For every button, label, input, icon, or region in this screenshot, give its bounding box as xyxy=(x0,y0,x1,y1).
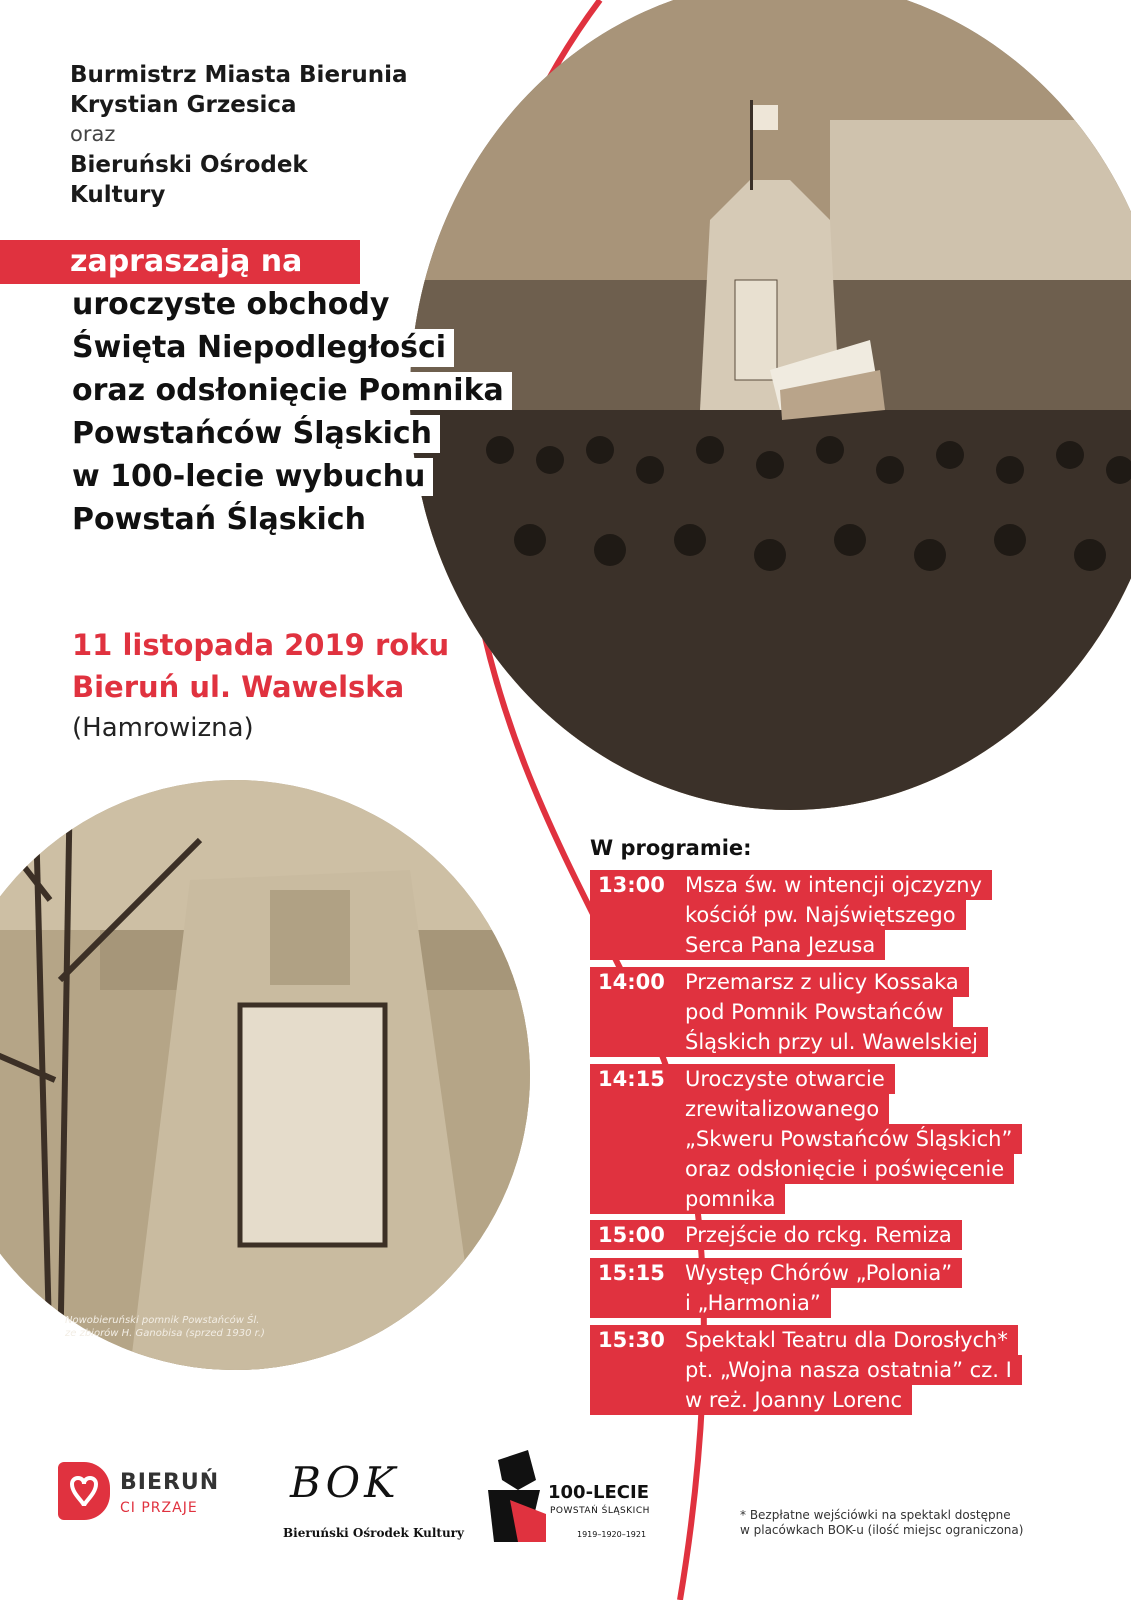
program-line: pt. „Wojna nasza ostatnia” cz. I xyxy=(685,1355,1022,1385)
program-line: kościół pw. Najświętszego xyxy=(685,900,966,930)
program-line: Występ Chórów „Polonia” xyxy=(685,1258,962,1288)
program-line: i „Harmonia” xyxy=(685,1288,831,1318)
program-time: 15:00 xyxy=(598,1223,665,1247)
program-line: Spektakl Teatru dla Dorosłych* xyxy=(685,1325,1018,1355)
program-time: 14:00 xyxy=(598,970,665,994)
photo-caption-line2: ze zbiorów H. Ganobisa (sprzed 1930 r.) xyxy=(65,1328,265,1339)
headline-line: uroczyste obchody xyxy=(64,286,397,324)
program-line: Serca Pana Jezusa xyxy=(685,930,885,960)
organizer-bok-line1: Bieruński Ośrodek xyxy=(70,152,308,178)
program-time: 14:15 xyxy=(598,1067,665,1091)
headline-line: oraz odsłonięcie Pomnika xyxy=(64,372,512,410)
organizer-mayor-title: Burmistrz Miasta Bierunia xyxy=(70,62,408,88)
program-line: Przejście do rckg. Remiza xyxy=(685,1220,962,1250)
organizer-bok-line2: Kultury xyxy=(70,182,166,208)
program-line: Przemarsz z ulicy Kossaka xyxy=(685,967,969,997)
centenary-logo-title: 100-LECIE xyxy=(548,1482,650,1503)
event-place: Bieruń ul. Wawelska xyxy=(64,667,412,707)
program-line: Msza św. w intencji ojczyzny xyxy=(685,870,992,900)
photo-caption-line1: Nowobieruński pomnik Powstańców Śl. xyxy=(65,1315,260,1326)
bierun-logo-icon xyxy=(58,1462,110,1520)
photo-caption xyxy=(65,1314,265,1340)
event-place-detail: (Hamrowizna) xyxy=(64,710,262,746)
centenary-logo-subtitle: POWSTAŃ ŚLĄSKICH xyxy=(550,1506,650,1516)
program-time: 13:00 xyxy=(598,873,665,897)
centenary-logo-years: 1919–1920–1921 xyxy=(577,1530,647,1539)
footnote-line2: w placówkach BOK-u (ilość miejsc ograniczona) xyxy=(740,1523,1024,1537)
centenary-logo-icon xyxy=(488,1450,546,1542)
program-line: w reż. Joanny Lorenc xyxy=(685,1385,912,1415)
headline-line: Święta Niepodległości xyxy=(64,329,454,367)
footnote-line1: * Bezpłatne wejściówki na spektakl dostępne xyxy=(740,1508,1011,1522)
program-line: oraz odsłonięcie i poświęcenie xyxy=(685,1154,1014,1184)
program-line: zrewitalizowanego xyxy=(685,1094,889,1124)
program-line: pomnika xyxy=(685,1184,785,1214)
footnote xyxy=(740,1508,1023,1538)
program-title: W programie: xyxy=(590,836,752,860)
program-time: 15:30 xyxy=(598,1328,665,1352)
program-line: Uroczyste otwarcie xyxy=(685,1064,895,1094)
bok-logo-mark: BOK xyxy=(290,1458,400,1507)
headline-line: Powstańców Śląskich xyxy=(64,415,440,453)
invitation-highlight: zapraszają na xyxy=(70,244,303,279)
program-line: pod Pomnik Powstańców xyxy=(685,997,953,1027)
program-time: 15:15 xyxy=(598,1261,665,1285)
headline-line: w 100-lecie wybuchu xyxy=(64,458,433,496)
bierun-logo-name: BIERUŃ xyxy=(120,1470,220,1495)
headline-line: Powstań Śląskich xyxy=(64,501,374,539)
organizer-mayor-name: Krystian Grzesica xyxy=(70,92,297,118)
conjunction-oraz: oraz xyxy=(70,122,116,146)
program-line: „Skweru Powstańców Śląskich” xyxy=(685,1124,1022,1154)
bok-logo-name: Bieruński Ośrodek Kultury xyxy=(283,1526,464,1540)
bierun-logo-slogan: CI PRZAJE xyxy=(120,1500,198,1516)
program-line: Śląskich przy ul. Wawelskiej xyxy=(685,1027,988,1057)
event-date: 11 listopada 2019 roku xyxy=(64,625,457,665)
